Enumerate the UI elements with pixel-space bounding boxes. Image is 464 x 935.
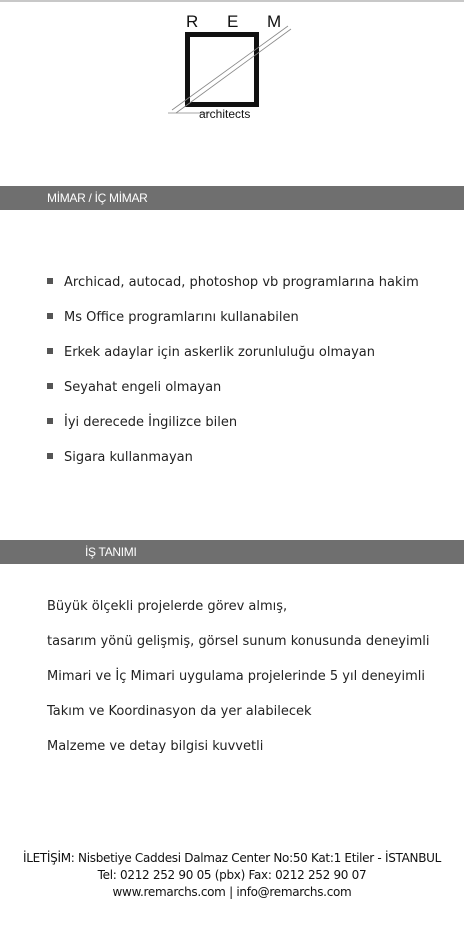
square-bullet-icon [47,383,53,389]
requirements-list [47,275,419,485]
requirement-item: Archicad, autocad, photoshop vb programlarına hakim [47,275,419,310]
logo-wordmark: R E M [186,12,294,31]
requirement-item: Ms Office programlarını kullanabilen [47,310,419,345]
square-bullet-icon [47,348,53,354]
requirement-item: Erkek adaylar için askerlik zorunluluğu olmayan [47,345,419,380]
square-bullet-icon [47,453,53,459]
job-description-title: İŞ TANIMI [85,545,137,559]
job-description-item: Malzeme ve detay bilgisi kuvvetli [47,739,264,754]
position-title-bar [0,186,464,210]
contact-block [0,850,464,901]
square-bullet-icon [47,278,53,284]
job-description-list [47,599,430,774]
square-bullet-icon [47,418,53,424]
job-description-title-bar [0,540,464,564]
square-bullet-icon [47,313,53,319]
requirement-item: Seyahat engeli olmayan [47,380,419,415]
position-title: MİMAR / İÇ MİMAR [47,191,148,205]
job-description-item: Mimari ve İç Mimari uygulama projelerinde 5 yıl deneyimli [47,669,425,684]
contact-separator: | [225,885,237,899]
requirement-item: Sigara kullanmayan [47,450,419,485]
contact-phones: Tel: 0212 252 90 05 (pbx) Fax: 0212 252 90 07 [97,868,367,882]
job-description-item: Takım ve Koordinasyon da yer alabilecek [47,704,312,719]
website-link[interactable]: www.remarchs.com [112,885,226,899]
job-description-item: Büyük ölçekli projelerde görev almış, [47,599,288,614]
email-link[interactable]: info@remarchs.com [236,885,352,899]
logo-tagline: architects [199,107,251,121]
requirement-item: İyi derecede İngilizce bilen [47,415,419,450]
job-description-item: tasarım yönü gelişmiş, görsel sunum konusunda deneyimli [47,634,430,649]
top-divider [0,0,464,2]
rem-architects-logo [150,8,310,128]
contact-web-line [0,884,464,901]
contact-address: İLETİŞİM: Nisbetiye Caddesi Dalmaz Center No:50 Kat:1 Etiler - İSTANBUL [22,851,441,865]
